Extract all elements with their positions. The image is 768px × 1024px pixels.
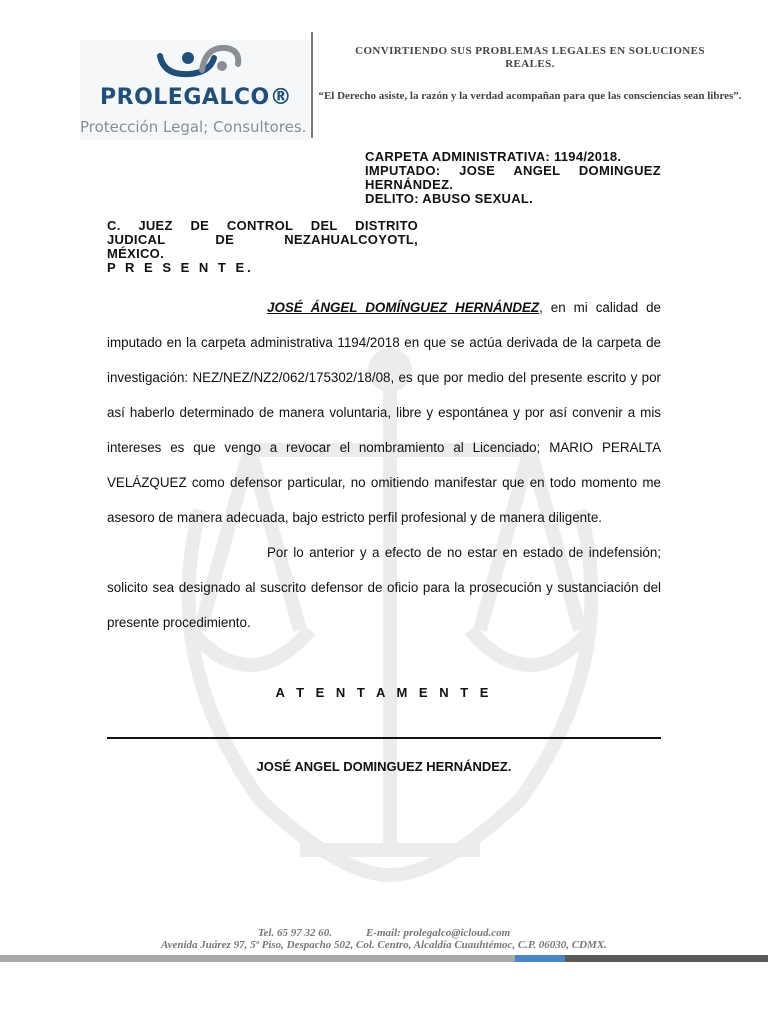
header-divider bbox=[311, 32, 313, 138]
footer-contact bbox=[0, 927, 768, 939]
footer-address: Avenida Juárez 97, 5º Piso, Despacho 502, Col. Centro, Alcaldía Cuauhtémoc, C.P. 06030, CDMX. bbox=[161, 939, 607, 951]
accused-line-cont: HERNÁNDEZ. bbox=[365, 177, 454, 192]
logo-tagline: Protección Legal; Consultores. bbox=[80, 118, 307, 136]
paragraph-2-text: Por lo anterior y a efecto de no estar en estado de indefensión; solicito sea designado al suscrito defensor de oficio para la prosecución y sustanciación del presente procedimiento. bbox=[107, 545, 661, 630]
addressee-line-3: MÉXICO. bbox=[107, 246, 164, 261]
addressee-line-1: C. JUEZ DE CONTROL DEL DISTRITO bbox=[107, 218, 418, 233]
header-quote: “El Derecho asiste, la razón y la verdad acompañan para que las consciencias sean libres”. bbox=[318, 90, 742, 102]
paragraph-1-text: , en mi calidad de imputado en la carpeta administrativa 1194/2018 en que se actúa derivada de la carpeta de investigación: NEZ/NEZ/NZ2/062/175302/18/08, es que por medio del presente escrito y por así haberlo determinado de manera voluntaria, libre y espontánea y por así convenir a mis intereses es que vengo a revocar el nombramiento al Licenciado; MARIO PERALTA VELÁZQUEZ como defensor particular, no omitiendo manifestar que en todo momento me asesoro de manera adecuada, bajo estricto perfil profesional y de manera diligente. bbox=[107, 300, 661, 525]
closing-salutation: A T E N T A M E N T E bbox=[275, 685, 493, 700]
footer-bar-gray bbox=[0, 955, 515, 962]
signatory-name: JOSÉ ANGEL DOMINGUEZ HERNÁNDEZ. bbox=[256, 759, 512, 774]
case-file-info bbox=[365, 150, 661, 206]
footer-phone: Tel. 65 97 32 60. bbox=[257, 927, 332, 939]
body-paragraph-2 bbox=[107, 535, 661, 640]
logo-name: PROLEGALCO® bbox=[100, 85, 293, 110]
footer-bar-dark bbox=[565, 955, 768, 962]
accused-line: IMPUTADO: JOSE ANGEL DOMINGUEZ bbox=[365, 163, 661, 178]
signature-line bbox=[107, 737, 661, 739]
logo-emblem-icon bbox=[150, 42, 242, 86]
addressee-block bbox=[107, 219, 418, 275]
petitioner-name: JOSÉ ÁNGEL DOMÍNGUEZ HERNÁNDEZ bbox=[267, 300, 540, 315]
offense-line: DELITO: ABUSO SEXUAL. bbox=[365, 191, 534, 206]
file-number: CARPETA ADMINISTRATIVA: 1194/2018. bbox=[365, 149, 622, 164]
footer-bar-blue bbox=[515, 955, 565, 962]
header-slogan: CONVIRTIENDO SUS PROBLEMAS LEGALES EN SOLUCIONES REALES. bbox=[355, 45, 705, 70]
letter-body bbox=[107, 290, 661, 640]
addressee-line-2: JUDICAL DE NEZAHUALCOYOTL, bbox=[107, 232, 418, 247]
body-paragraph-1 bbox=[107, 290, 661, 535]
company-logo bbox=[80, 40, 310, 140]
footer-email: E-mail: prolegalco@icloud.com bbox=[365, 927, 511, 939]
addressee-present: P R E S E N T E. bbox=[107, 260, 254, 275]
